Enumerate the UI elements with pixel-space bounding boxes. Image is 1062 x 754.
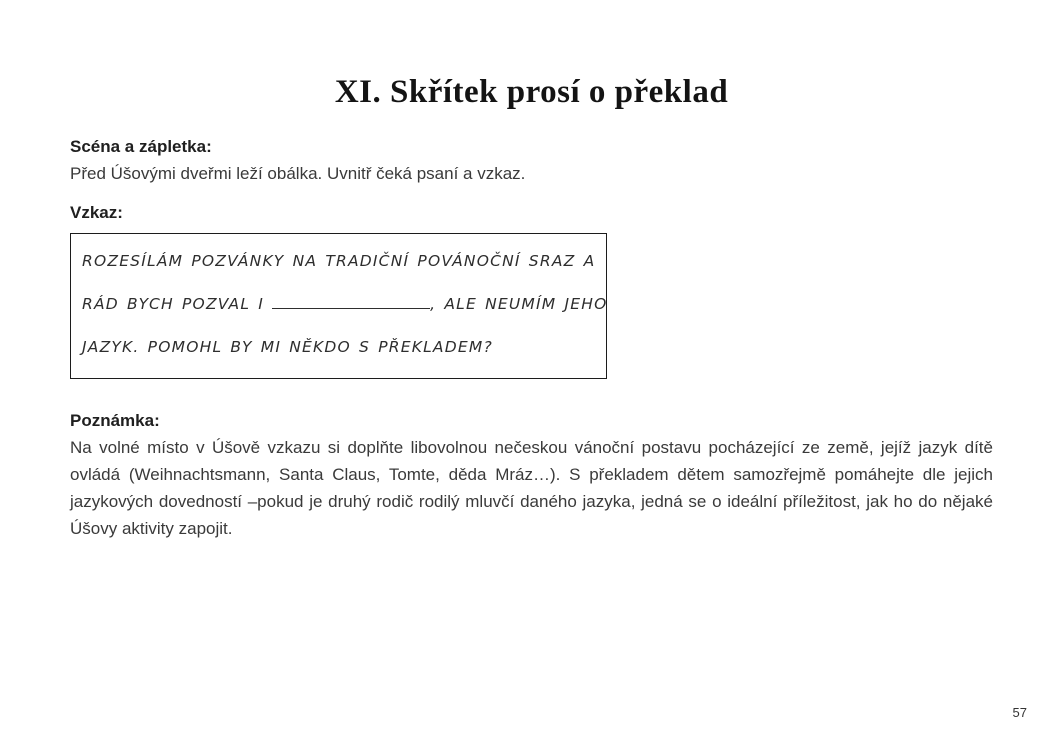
note-heading: Poznámka: [70,411,160,430]
scene-heading: Scéna a zápletka: [70,137,212,156]
scene-body: Před Úšovými dveřmi leží obálka. Uvnitř čeká psaní a vzkaz. [70,164,526,183]
message-heading: Vzkaz: [70,203,123,222]
fill-in-blank-line [272,295,430,309]
handwritten-message-box [70,233,607,379]
page-content [70,0,993,542]
note-body: Na volné místo v Úšově vzkazu si doplňte libovolnou nečeskou vánoční postavu pocházející ze země, jejíž jazyk dítě ovládá (Weihnachtsmann, Santa Claus, Tomte, děda Mráz…). S překladem dětem samozřejmě pomáhejte dle jejich jazykových dovedností –pokud je druhý rodič rodilý mluvčí daného jazyka, jedná se o ideální příležitost, jak ho do nějaké Úšovy aktivity zapojit. [70,438,993,538]
message-line-2 [82,294,608,314]
page-number: 57 [1012,705,1027,720]
message-line-1: ROZESÍLÁM POZVÁNKY NA TRADIČNÍ POVÁNOČNÍ SRAZ A [82,252,596,270]
message-line-2-before-blank: RÁD BYCH POZVAL I [82,295,265,313]
page-title: XI. Skřítek prosí o překlad [334,74,729,110]
message-line-2-after-blank: , ALE NEUMÍM JEHO [430,295,608,313]
message-line-3: JAZYK. POMOHL BY MI NĚKDO S PŘEKLADEM? [82,338,493,356]
